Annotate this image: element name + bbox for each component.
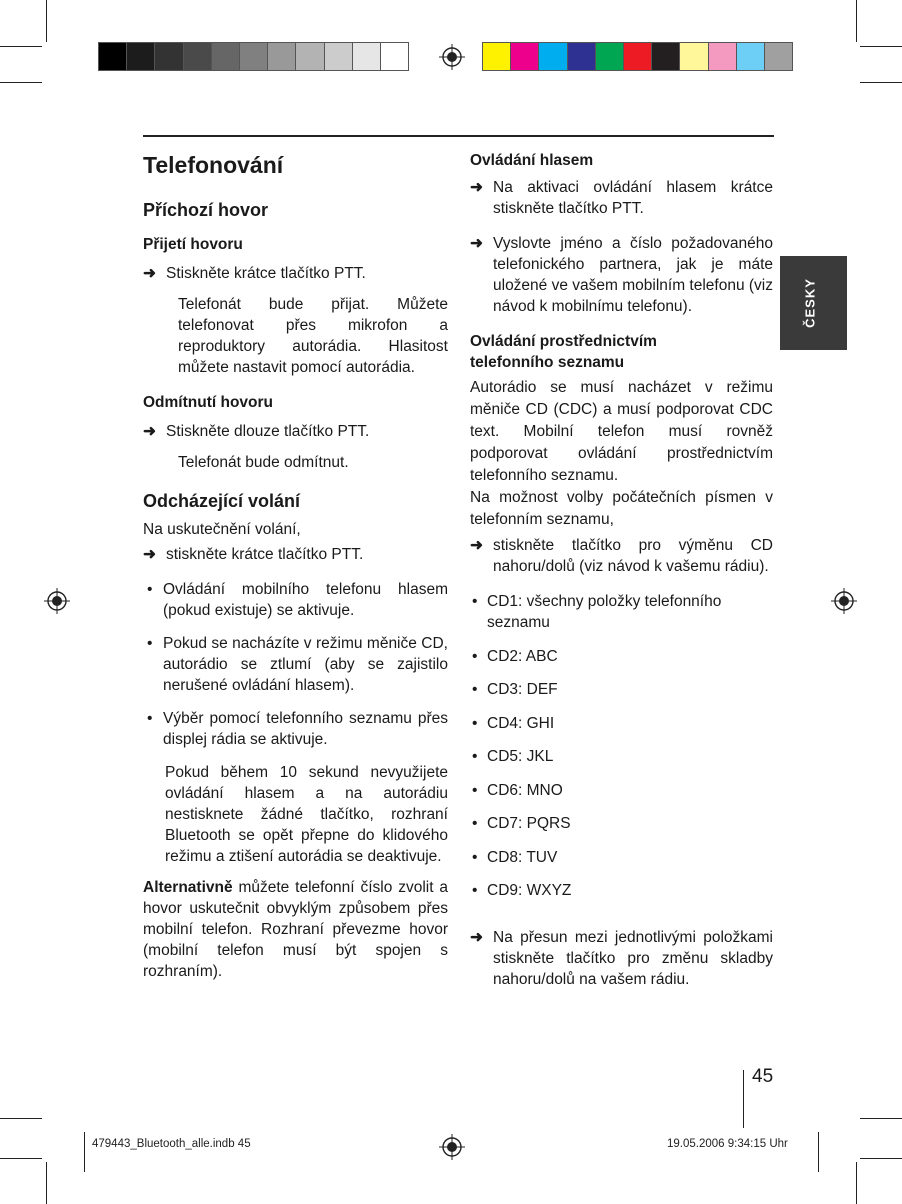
bullet-icon: • [472, 848, 478, 866]
color-patch [538, 42, 567, 71]
list-item: • Pokud se nacházíte v režimu měniče CD, autorádio se ztlumí (aby se zajistilo nerušené ovládání hlasem). [147, 635, 448, 694]
accept-call-step [143, 263, 448, 284]
arrow-icon: ➜ [470, 537, 483, 554]
arrow-icon: ➜ [143, 546, 156, 563]
registration-mark-icon [831, 588, 857, 614]
arrow-icon: ➜ [470, 929, 483, 946]
arrow-icon: ➜ [470, 179, 483, 196]
grayscale-color-bar [98, 42, 408, 71]
crop-mark [84, 1132, 85, 1172]
color-patch [380, 42, 409, 71]
phonebook-step: ➜ stiskněte tlačítko pro výměnu CD nahoru/dolů (viz návod k vašemu rádiu). [470, 537, 773, 575]
color-patch [352, 42, 381, 71]
step-text: stiskněte krátce tlačítko PTT. [166, 546, 364, 563]
list-item: • CD6: MNO [472, 781, 563, 799]
bullet-icon: • [472, 882, 478, 899]
color-patch [736, 42, 765, 71]
accept-call-heading: Přijetí hovoru [143, 236, 243, 253]
bullet-icon: • [472, 681, 478, 698]
arrow-icon: ➜ [470, 235, 483, 252]
bullet-icon: • [472, 593, 478, 610]
color-patch [154, 42, 183, 71]
list-item: • Ovládání mobilního telefonu hlasem (pokud existuje) se aktivuje. [147, 581, 448, 619]
reject-call-step [143, 421, 448, 442]
phonebook-requirements: Autorádio se musí nacházet v režimu měniče CD (CDC) a musí podporovat CDC text. Mobilní telefon musí rovněž podporovat ovládání prostřednictvím telefonního seznamu. [470, 379, 773, 484]
language-tab-label: ČESKY [802, 278, 818, 328]
left-column [143, 150, 448, 992]
right-column [470, 150, 773, 1000]
bullet-icon: • [147, 710, 153, 727]
header-rule [143, 135, 774, 137]
process-color-bar [482, 42, 792, 71]
list-item: • CD2: ABC [472, 647, 558, 665]
color-patch [708, 42, 737, 71]
list-item: • CD9: WXYZ [472, 882, 572, 899]
bullet-icon: • [147, 635, 153, 652]
reject-call-result: Telefonát bude odmítnut. [178, 454, 349, 471]
color-patch [764, 42, 793, 71]
bullet-icon: • [472, 647, 478, 665]
page-title: Telefonování [143, 152, 284, 178]
step-text: Stiskněte dlouze tlačítko PTT. [166, 423, 370, 440]
crop-mark [818, 1132, 819, 1172]
list-item: • CD7: PQRS [472, 815, 571, 832]
color-patch [595, 42, 624, 71]
crop-mark [0, 82, 42, 83]
outgoing-step [143, 544, 448, 565]
color-patch [482, 42, 511, 71]
outgoing-call-heading: Odcházející volání [143, 491, 301, 511]
color-patch [183, 42, 212, 71]
crop-mark [860, 1158, 902, 1159]
bullet-icon: • [472, 714, 478, 732]
bullet-icon: • [472, 781, 478, 799]
alternative-label: Alternativně [143, 879, 233, 896]
crop-mark [0, 1118, 42, 1119]
bullet-icon: • [472, 815, 478, 832]
arrow-icon: ➜ [143, 265, 156, 282]
color-patch [651, 42, 680, 71]
accept-call-result: Telefonát bude přijat. Můžete telefonovat přes mikrofon a reproduktory autorádia. Hlasitost můžete nastavit pomocí autorádia. [178, 296, 448, 376]
crop-mark [46, 1162, 47, 1204]
phonebook-heading: Ovládání prostřednictvím telefonního seznamu [470, 333, 657, 371]
list-item: • CD1: všechny položky telefonního seznamu [472, 593, 722, 631]
crop-mark [860, 82, 902, 83]
page-number: 45 [752, 1066, 774, 1087]
color-patch [679, 42, 708, 71]
color-patch [623, 42, 652, 71]
color-patch [239, 42, 268, 71]
color-patch [324, 42, 353, 71]
voice-step: ➜ Na aktivaci ovládání hlasem krátce stiskněte tlačítko PTT. [470, 179, 773, 217]
list-item: • CD4: GHI [472, 714, 555, 732]
registration-mark-icon [439, 44, 465, 70]
crop-mark [0, 1158, 42, 1159]
crop-mark [860, 46, 902, 47]
cd-letter-list [470, 591, 773, 901]
color-patch [98, 42, 127, 71]
step-text: Stiskněte krátce tlačítko PTT. [166, 265, 366, 282]
list-item: • CD3: DEF [472, 681, 558, 698]
arrow-icon: ➜ [143, 423, 156, 440]
list-item: • CD8: TUV [472, 848, 558, 866]
phonebook-intro: Na možnost volby počátečních písmen v telefonním seznamu, [470, 489, 773, 528]
navigation-step: ➜ Na přesun mezi jednotlivými položkami stiskněte tlačítko pro změnu skladby nahoru/dolů na vašem rádiu. [470, 929, 773, 988]
color-patch [211, 42, 240, 71]
crop-mark [856, 1162, 857, 1204]
registration-mark-icon [439, 1134, 465, 1160]
crop-mark [0, 46, 42, 47]
color-patch [510, 42, 539, 71]
voice-step: ➜ Vyslovte jméno a číslo požadovaného telefonického partnera, jak je máte uložené ve vašem mobilním telefonu (viz návod k mobilnímu telefonu). [470, 235, 773, 315]
color-patch [126, 42, 155, 71]
timeout-note: Pokud během 10 sekund nevyužijete ovládání hlasem a na autorádiu nestisknete žádné tlačítko, rozhraní Bluetooth se opět přepne do klidového režimu a ztišení autorádia se deaktivuje. [165, 764, 448, 865]
crop-mark [46, 0, 47, 42]
color-patch [567, 42, 596, 71]
page-number-rule [743, 1070, 744, 1128]
bullet-icon: • [472, 748, 478, 765]
outgoing-intro: Na uskutečnění volání, [143, 521, 301, 538]
alternative-paragraph: Alternativně můžete telefonní číslo zvolit a hovor uskutečnit obvyklým způsobem přes mobilní telefon. Rozhraní převezme hovor (mobilní telefon musí být spojen s rozhraním). [143, 879, 448, 980]
list-item: • Výběr pomocí telefonního seznamu přes displej rádia se aktivuje. [147, 710, 448, 748]
crop-mark [856, 0, 857, 42]
crop-mark [860, 1118, 902, 1119]
list-item: • CD5: JKL [472, 748, 554, 765]
footer-file-info: 479443_Bluetooth_alle.indb 45 [92, 1138, 251, 1150]
language-tab [780, 256, 847, 350]
color-patch [267, 42, 296, 71]
voice-control-heading: Ovládání hlasem [470, 152, 594, 169]
incoming-call-heading: Příchozí hovor [143, 200, 269, 220]
color-patch [295, 42, 324, 71]
bullet-icon: • [147, 581, 153, 598]
footer-timestamp: 19.05.2006 9:34:15 Uhr [667, 1138, 788, 1150]
registration-mark-icon [44, 588, 70, 614]
reject-call-heading: Odmítnutí hovoru [143, 394, 274, 411]
